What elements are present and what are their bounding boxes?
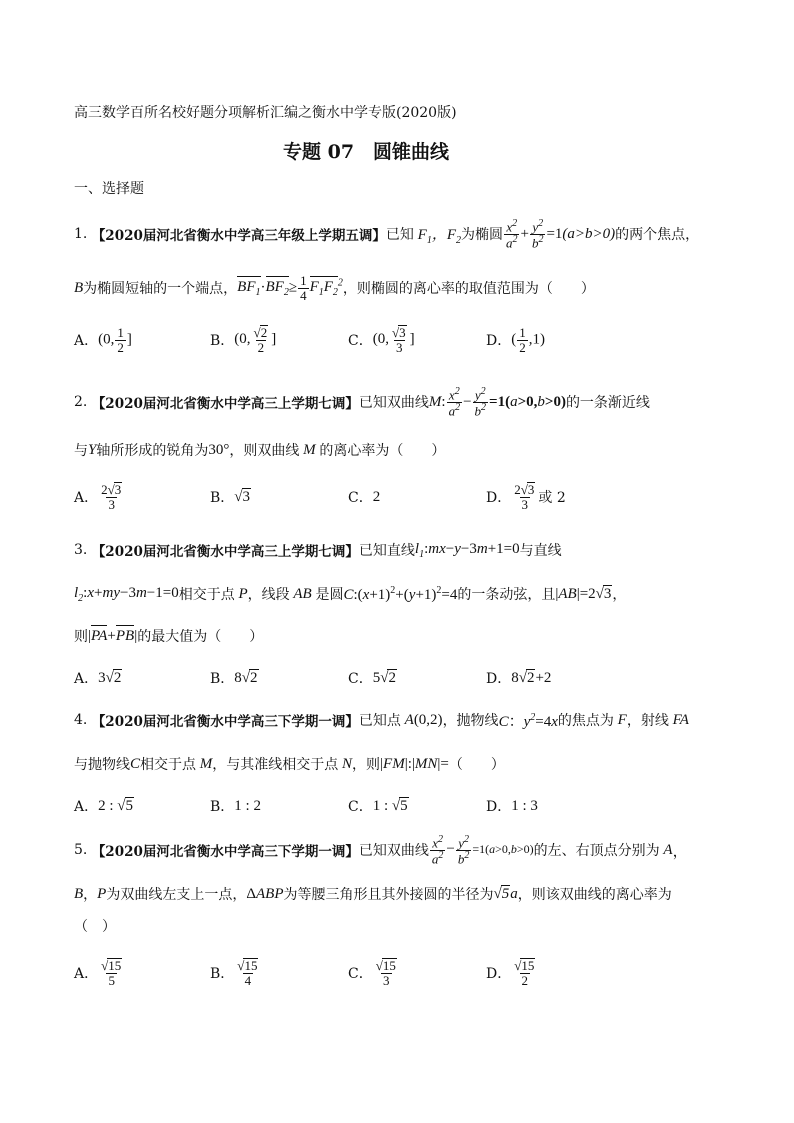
question-4-line-2: 与抛物线 C 相交于点 M ，与其准线相交于点 N ，则 |FM|:|MN|= （ ） [74, 755, 505, 773]
question-3-options [74, 664, 714, 692]
q3-line-l1: $l_1:mx-y-3m+1=0$ [414, 540, 520, 560]
q5-option-d[interactable]: D． $\frac{√15}{2}$ [486, 958, 535, 988]
question-1-options [74, 318, 714, 362]
question-3-line-3: 则 |PA+PB| 的最大值为（ ） [74, 627, 264, 645]
question-4-line-1: 4. 【2020届河北省衡水中学高三下学期一调】 已知点 A(0,2) ，抛物线 C：$y^2=4x$ 的焦点为 F ，射线 FA [74, 711, 689, 730]
question-2-options [74, 474, 714, 520]
question-2-line-1 [74, 380, 650, 424]
q4-parabola-eq: C：$y^2=4x$ [498, 711, 558, 730]
question-3-line-2: $l_2:x+my-3m-1=0$ 相交于点 P ，线段 AB 是圆 $C:(x+1)^2+(y+1)^2=4$ 的一条动弦，且 |AB|=2√3 ， [74, 584, 627, 604]
q1-number: 1. [74, 226, 88, 242]
q2-text: 的一条渐近线 [565, 395, 650, 411]
q2-option-c[interactable]: C． 2 [348, 488, 381, 506]
q3-option-a[interactable]: A． 3√2 [74, 670, 122, 687]
q3-option-c[interactable]: C． 5√2 [348, 670, 396, 687]
q1-option-c[interactable]: C． (0, $\frac{√3}{3}$ ] [348, 325, 415, 355]
q4-option-b[interactable]: B． 1 : 2 [210, 797, 261, 815]
q2-hyperbola-eq: M: $\frac{x^2}{a^2}$ − $\frac{y^2}{b^2}$ =1(a>0,b>0) [428, 385, 566, 418]
q3-option-b[interactable]: B． 8√2 [210, 670, 258, 687]
q4-option-c[interactable]: C． 1 : √5 [348, 798, 408, 815]
q4-number: 4. [74, 712, 88, 728]
q3-line-l2: $l_2:x+my-3m-1=0$ [74, 584, 179, 604]
q5-option-a[interactable]: A． $\frac{√15}{5}$ [74, 958, 122, 988]
q3-number: 3. [74, 542, 88, 558]
question-4-options [74, 792, 714, 820]
q1-text: ，则椭圆的离心率的取值范围为（ ） [342, 281, 595, 297]
q2-option-d[interactable]: D． $\frac{2√3}{3}$ 或 2 [486, 482, 566, 512]
q5-option-b[interactable]: B． $\frac{√15}{4}$ [210, 958, 258, 988]
q2-source: 【2020届河北省衡水中学高三上学期七调】 [91, 396, 359, 412]
q2-option-b[interactable]: B． √3 [210, 489, 251, 506]
question-5-line-2: B ， P 为双曲线左支上一点， ΔABP 为等腰三角形且其外接圆的半径为 √5a ，则该双曲线的离心率为 [74, 885, 672, 903]
q2-number: 2. [74, 394, 88, 410]
section-heading: 一、选择题 [74, 181, 144, 197]
question-1-line-1 [74, 212, 699, 256]
question-5-line-3: （ ） [74, 919, 116, 935]
q1-text: 已知 [385, 227, 414, 243]
q1-math-b: B [74, 279, 84, 296]
q3-circle-eq: $C:(x+1)^2+(y+1)^2=4$ [343, 584, 458, 603]
q1-source: 【2020届河北省衡水中学高三年级上学期五调】 [91, 228, 386, 244]
q1-text: 为椭圆短轴的一个端点， [83, 281, 238, 297]
q3-source: 【2020届河北省衡水中学高三上学期七调】 [91, 544, 359, 560]
question-5-line-1: 5. 【2020届河北省衡水中学高三下学期一调】 已知双曲线 $\frac{x^2}{a^2}$ − $\frac{y^2}{b^2}$ =1(a>0,b>0) 的左、右顶点分别为 A ， [74, 833, 688, 866]
q5-source: 【2020届河北省衡水中学高三下学期一调】 [91, 844, 359, 860]
q5-option-c[interactable]: C． $\frac{√15}{3}$ [348, 958, 396, 988]
question-3-line-1: 3. 【2020届河北省衡水中学高三上学期七调】 已知直线 $l_1:mx-y-3m+1=0$ 与直线 [74, 540, 562, 560]
q1-ellipse-eq: $\frac{x^2}{a^2}$ + $\frac{y^2}{b^2}$ =1(a>b>0) [505, 217, 616, 250]
q1-text: 为椭圆 [460, 227, 503, 243]
q1-option-d[interactable]: D． ( $\frac{1}{2}$ ,1) [486, 324, 545, 355]
question-5-options [74, 950, 714, 996]
q3-vector-sum: |PA+PB| [88, 627, 138, 644]
doc-header: 高三数学百所名校好题分项解析汇编之衡水中学专版(2020版) [74, 105, 457, 121]
q2-option-a[interactable]: A． $\frac{2√3}{3}$ [74, 482, 122, 512]
question-1-line-2 [74, 268, 595, 308]
question-2-line-2: 与 Y 轴所形成的锐角为 30° ，则双曲线 M 的离心率为（ ） [74, 441, 446, 459]
q2-text: 已知双曲线 [358, 395, 429, 411]
q1-math-f1: $F_1$，$F_2$ [413, 226, 461, 246]
q1-option-b[interactable]: B． (0, $\frac{√2}{2}$ ] [210, 325, 277, 355]
q1-option-a[interactable]: A． (0, $\frac{1}{2}$ ] [74, 324, 132, 355]
q1-vector-condition: $BF_1\cdot BF_2\ge$ $\frac{1}{4}$ $F_1F_2^2$ [237, 272, 343, 303]
q3-option-d[interactable]: D． 8√2+2 [486, 670, 552, 687]
q5-hyperbola-eq: $\frac{x^2}{a^2}$ − $\frac{y^2}{b^2}$ =1(a>0,b>0) [431, 833, 534, 866]
doc-title: 专题 07 圆锥曲线 [283, 141, 450, 163]
q5-number: 5. [74, 842, 88, 858]
q4-option-a[interactable]: A． 2 : √5 [74, 798, 134, 815]
q4-source: 【2020届河北省衡水中学高三下学期一调】 [91, 714, 359, 730]
q1-text: 的两个焦点， [615, 227, 700, 243]
q4-option-d[interactable]: D． 1 : 3 [486, 797, 538, 815]
